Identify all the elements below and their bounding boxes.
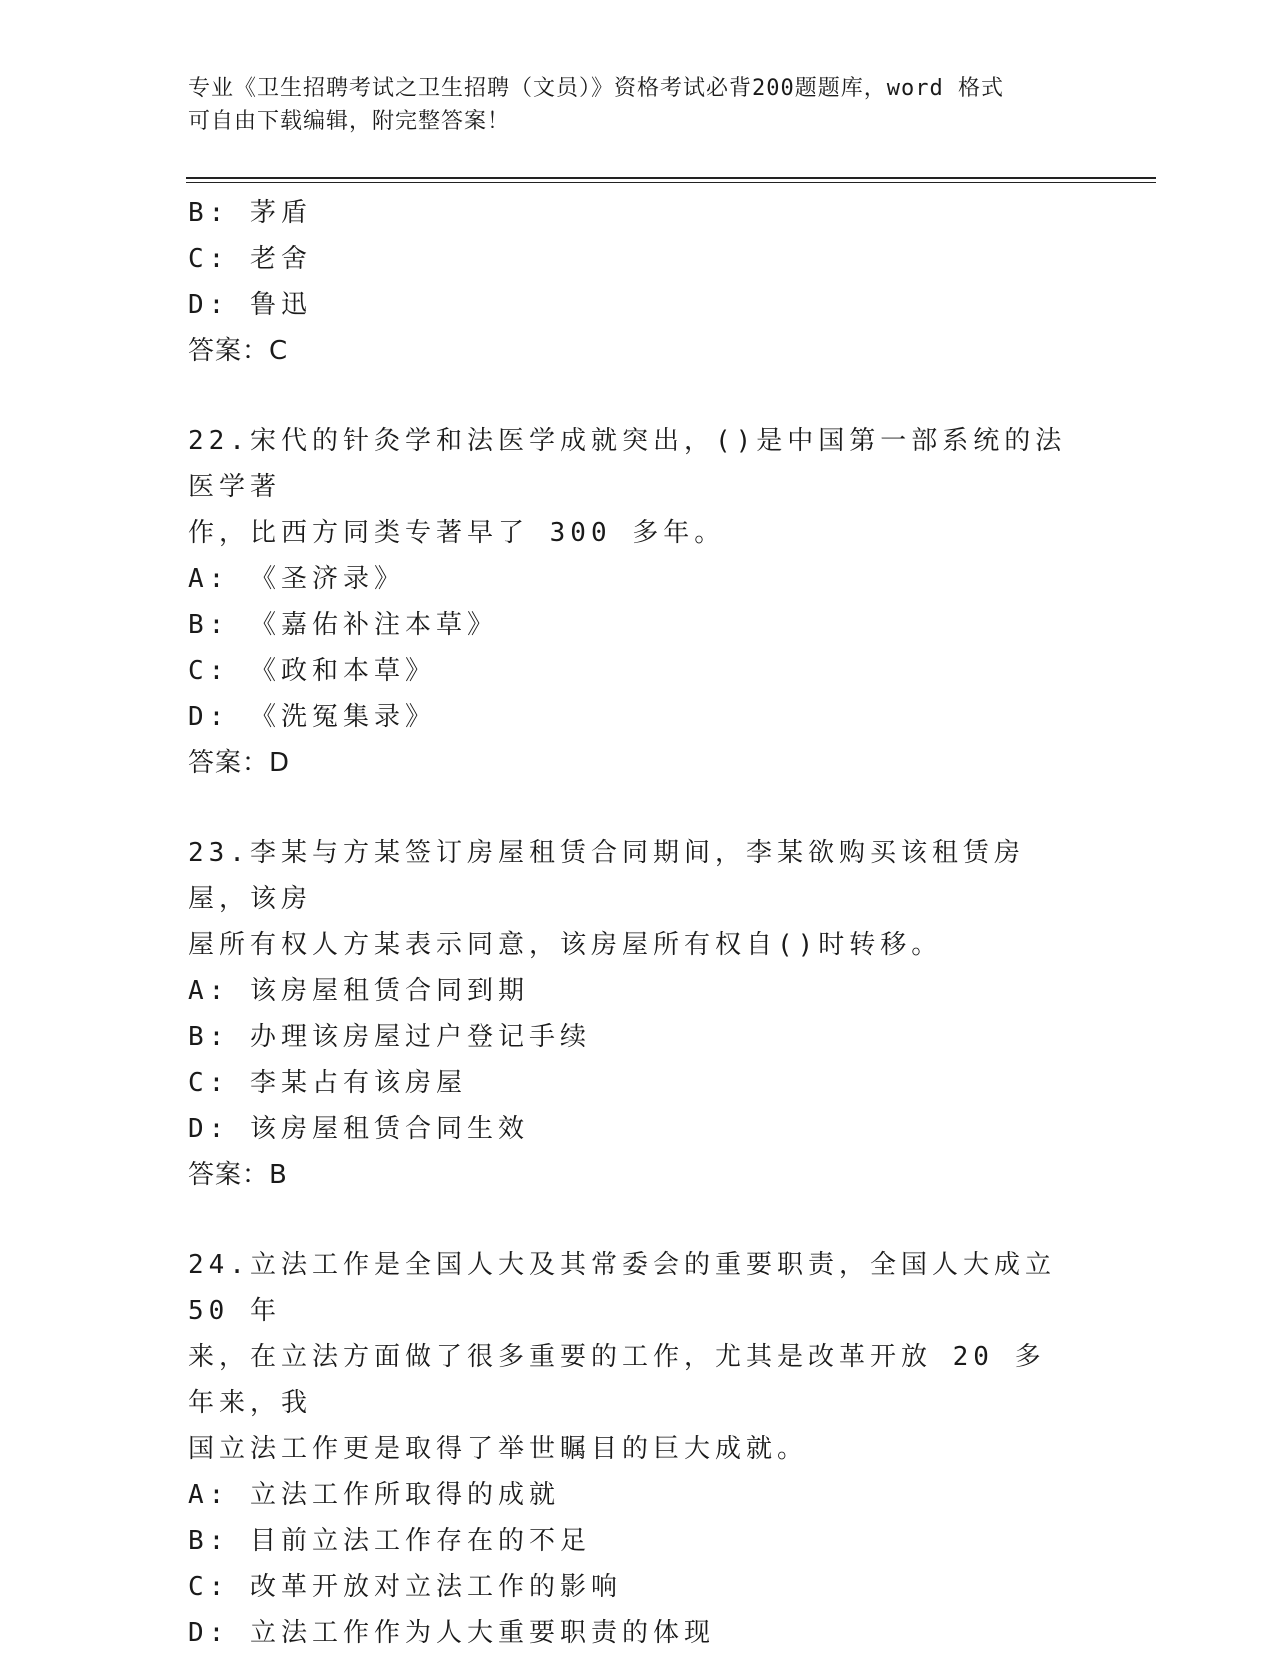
question-24-option-c: C: 改革开放对立法工作的影响 (188, 1572, 622, 1602)
question-21-option-d: D: 鲁迅 (188, 290, 312, 320)
question-22-block (188, 418, 1088, 786)
page-header (188, 72, 1088, 138)
question-21-option-b: B: 茅盾 (188, 198, 312, 228)
question-23-stem-line-2: 屋所有权人方某表示同意，该房屋所有权自()时转移。 (188, 930, 943, 960)
question-23-option-c: C: 李某占有该房屋 (188, 1068, 467, 1098)
header-divider-thick (186, 177, 1156, 179)
header-line-1: 专业《卫生招聘考试之卫生招聘（文员）》资格考试必背200题题库，word 格式 (188, 76, 1004, 101)
question-24-option-b: B: 目前立法工作存在的不足 (188, 1526, 591, 1556)
question-23-stem-line-1: 23.李某与方某签订房屋租赁合同期间，李某欲购买该租赁房屋，该房 (188, 838, 1025, 914)
question-22-option-b: B: 《嘉佑补注本草》 (188, 610, 498, 640)
question-24-option-a: A: 立法工作所取得的成就 (188, 1480, 560, 1510)
question-22-option-c: C: 《政和本草》 (188, 656, 436, 686)
question-21-block (188, 190, 1088, 374)
question-22-answer: 答案：D (188, 748, 291, 778)
question-22-option-d: D: 《洗冤集录》 (188, 702, 436, 732)
question-21-option-c: C: 老舍 (188, 244, 312, 274)
question-24-stem-line-3: 国立法工作更是取得了举世瞩目的巨大成就。 (188, 1434, 809, 1464)
question-22-option-a: A: 《圣济录》 (188, 564, 405, 594)
question-23-option-d: D: 该房屋租赁合同生效 (188, 1114, 529, 1144)
question-23-stem (188, 830, 1068, 968)
question-23-option-a: A: 该房屋租赁合同到期 (188, 976, 529, 1006)
document-body (188, 190, 1088, 1656)
header-divider-thin (186, 182, 1156, 183)
question-23-option-b: B: 办理该房屋过户登记手续 (188, 1022, 591, 1052)
question-22-stem (188, 418, 1068, 556)
header-line-2: 可自由下载编辑，附完整答案！ (188, 109, 511, 134)
question-24-stem-line-2: 来，在立法方面做了很多重要的工作，尤其是改革开放 20 多年来，我 (188, 1342, 1046, 1418)
question-24-stem-line-1: 24.立法工作是全国人大及其常委会的重要职责，全国人大成立 50 年 (188, 1250, 1056, 1326)
question-23-answer: 答案：B (188, 1160, 288, 1190)
question-22-stem-line-2: 作，比西方同类专著早了 300 多年。 (188, 518, 726, 548)
question-22-stem-line-1: 22.宋代的针灸学和法医学成就突出，()是中国第一部系统的法医学著 (188, 426, 1067, 502)
question-24-block (188, 1242, 1088, 1656)
question-24-stem (188, 1242, 1068, 1472)
question-23-block (188, 830, 1088, 1198)
question-21-answer: 答案：C (188, 336, 289, 366)
question-24-option-d: D: 立法工作作为人大重要职责的体现 (188, 1618, 715, 1648)
